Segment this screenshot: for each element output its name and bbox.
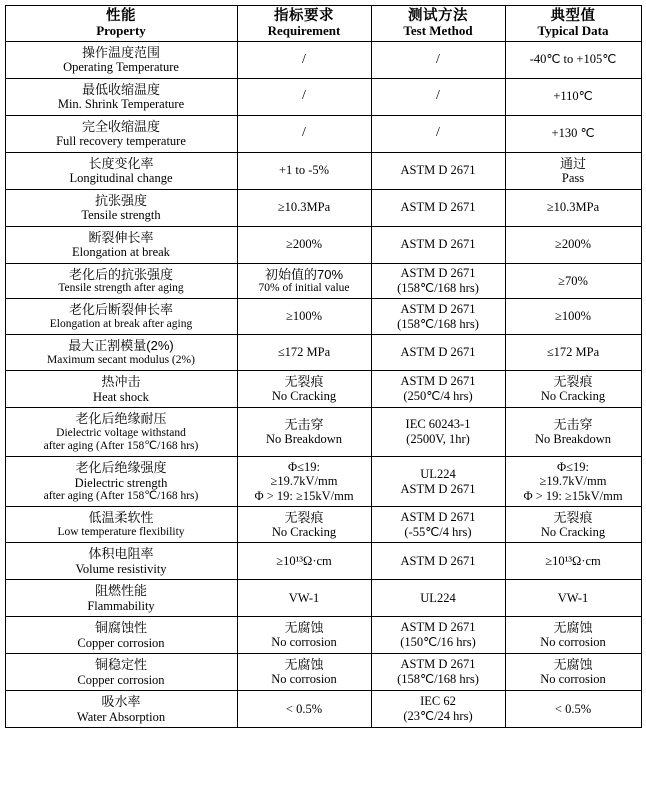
cell-requirement-line: ≥200%: [285, 237, 323, 252]
cell-requirement-cn: 初始值的70%: [264, 266, 344, 282]
cell-typical: [505, 543, 641, 580]
cell-method: [371, 115, 505, 152]
property-label-en: Longitudinal change: [69, 171, 173, 186]
cell-requirement: [237, 299, 371, 335]
cell-typical-line: -40℃ to +105℃: [529, 52, 617, 67]
cell-method-line: ASTM D 2671: [400, 620, 476, 635]
cell-method: [371, 152, 505, 189]
property-label-en: Copper corrosion: [77, 672, 165, 687]
cell-requirement-line: No Breakdown: [265, 432, 343, 447]
cell-typical: [505, 335, 641, 371]
header-requirement-cn: 指标要求: [274, 8, 334, 24]
cell-typical: [505, 690, 641, 727]
table-row: [5, 543, 641, 580]
cell-requirement: [237, 653, 371, 690]
cell-typical-line: ≤172 MPa: [546, 345, 600, 360]
table-row: [5, 78, 641, 115]
property-label-en: Min. Shrink Temperature: [57, 97, 185, 112]
cell-requirement-line: ≥100%: [285, 309, 323, 324]
cell-method-line: ASTM D 2671: [400, 200, 476, 215]
table-row: [5, 457, 641, 507]
cell-method: [371, 457, 505, 507]
cell-typical-line: No corrosion: [540, 635, 606, 650]
cell-requirement-cn: 无腐蚀: [284, 656, 324, 672]
cell-property: [5, 299, 237, 335]
property-label-cn: 铜稳定性: [94, 656, 147, 672]
cell-method-line: ASTM D 2671: [400, 237, 476, 252]
cell-requirement-line: +1 to -5%: [278, 163, 330, 178]
cell-property: [5, 543, 237, 580]
property-label-cn: 操作温度范围: [81, 44, 160, 60]
property-label-en: Heat shock: [93, 389, 149, 404]
property-label-en: Dielectric voltage withstand: [56, 426, 186, 439]
table-row: [5, 152, 641, 189]
cell-requirement-cn: 无裂痕: [284, 509, 324, 525]
cell-method-line: IEC 60243-1: [405, 417, 471, 432]
cell-requirement-line: VW-1: [288, 590, 320, 605]
cell-requirement: [237, 580, 371, 617]
property-label-cn: 完全收缩温度: [81, 118, 160, 134]
header-typical-en: Typical Data: [537, 23, 609, 39]
header-typical-cn: 典型值: [550, 8, 596, 24]
cell-requirement-line: /: [302, 88, 306, 104]
cell-requirement-line: ≥19.7kV/mm: [270, 474, 338, 489]
cell-property: [5, 115, 237, 152]
property-label-cn: 最低收缩温度: [81, 81, 160, 97]
header-method: [371, 6, 505, 42]
cell-typical-line: < 0.5%: [554, 701, 592, 716]
cell-property: [5, 78, 237, 115]
cell-requirement-cn: 无击穿: [284, 416, 324, 432]
cell-method-line: (23℃/24 hrs): [403, 708, 473, 723]
cell-method-line: ASTM D 2671: [400, 481, 476, 496]
cell-typical-line: Pass: [561, 170, 585, 185]
cell-method: [371, 299, 505, 335]
cell-requirement: [237, 152, 371, 189]
cell-method: [371, 653, 505, 690]
cell-typical-line: ≥10.3MPa: [546, 200, 600, 215]
cell-method-line: ASTM D 2671: [400, 553, 476, 568]
header-typical: [505, 6, 641, 42]
table-row: [5, 299, 641, 335]
property-label-cn: 老化后绝缘强度: [75, 460, 167, 476]
property-label-en: Tensile strength: [81, 208, 161, 223]
cell-requirement: [237, 78, 371, 115]
property-label-cn: 长度变化率: [88, 155, 154, 171]
cell-property: [5, 690, 237, 727]
cell-method-line: /: [436, 88, 440, 104]
cell-typical-line: No corrosion: [540, 672, 606, 687]
property-label-cn: 最大正割模量(2%): [68, 338, 174, 354]
property-label-cn: 热冲击: [101, 374, 141, 390]
property-label-cn: 阻燃性能: [94, 583, 147, 598]
cell-typical: [505, 226, 641, 263]
cell-property: [5, 616, 237, 653]
table-row: [5, 690, 641, 727]
cell-typical: [505, 263, 641, 299]
cell-requirement-line: ≤172 MPa: [277, 345, 331, 360]
cell-requirement-line: No Cracking: [271, 389, 337, 404]
property-label-en: Full recovery temperature: [56, 134, 186, 149]
property-label-en: Dielectric strength: [74, 475, 168, 490]
cell-typical-cn: 无裂痕: [553, 373, 593, 389]
cell-requirement: [237, 263, 371, 299]
cell-requirement: [237, 115, 371, 152]
cell-property: [5, 457, 237, 507]
header-requirement: [237, 6, 371, 42]
property-label-en: Elongation at break after aging: [49, 318, 193, 330]
cell-requirement: [237, 41, 371, 78]
cell-typical-cn: 通过: [559, 155, 586, 171]
cell-typical-line: ≥10¹³Ω·cm: [545, 553, 601, 568]
property-label-cn: 老化后绝缘耐压: [75, 411, 167, 426]
cell-typical-line: No Breakdown: [534, 432, 612, 447]
cell-method: [371, 543, 505, 580]
table-row: [5, 408, 641, 457]
cell-requirement: [237, 457, 371, 507]
table-row: [5, 189, 641, 226]
table-row: [5, 115, 641, 152]
cell-requirement: [237, 543, 371, 580]
header-row: [5, 6, 641, 42]
specification-table: [5, 5, 642, 728]
cell-requirement: [237, 408, 371, 457]
cell-property: [5, 371, 237, 408]
cell-method: [371, 371, 505, 408]
table-body: [5, 41, 641, 727]
cell-typical: [505, 507, 641, 543]
table-row: [5, 653, 641, 690]
cell-method: [371, 507, 505, 543]
cell-typical: [505, 616, 641, 653]
table-row: [5, 507, 641, 543]
cell-method: [371, 408, 505, 457]
cell-typical: [505, 653, 641, 690]
cell-typical-line: +110℃: [553, 89, 593, 104]
cell-method-line: (250℃/4 hrs): [403, 389, 473, 404]
table-header: [5, 6, 641, 42]
cell-typical: [505, 580, 641, 617]
header-property-cn: 性能: [106, 8, 136, 24]
property-label-en: Low temperature flexibility: [57, 525, 185, 538]
table-row: [5, 335, 641, 371]
property-label-cn: 低温柔软性: [88, 510, 154, 526]
cell-typical-line: VW-1: [557, 590, 589, 605]
cell-property: [5, 226, 237, 263]
cell-typical-cn: 无腐蚀: [553, 619, 593, 635]
cell-method-line: /: [436, 125, 440, 141]
cell-method: [371, 335, 505, 371]
cell-method-line: ASTM D 2671: [400, 345, 476, 360]
property-label-cn: 抗张强度: [94, 192, 147, 208]
cell-requirement-line: No corrosion: [271, 635, 337, 650]
cell-property: [5, 152, 237, 189]
cell-typical-line: +130 ℃: [551, 126, 595, 141]
cell-typical: [505, 189, 641, 226]
header-property-en: Property: [96, 23, 146, 39]
cell-method-line: ASTM D 2671: [400, 509, 476, 524]
table-row: [5, 371, 641, 408]
table-row: [5, 263, 641, 299]
cell-property: [5, 335, 237, 371]
cell-typical-cn: 无击穿: [553, 416, 593, 432]
cell-typical-cn: 无腐蚀: [553, 656, 593, 672]
cell-method-line: IEC 62: [420, 694, 456, 709]
header-method-en: Test Method: [403, 23, 473, 39]
cell-requirement-line: 70% of initial value: [258, 281, 350, 294]
cell-method-line: (2500V, 1hr): [406, 432, 470, 447]
cell-requirement-line: No corrosion: [271, 672, 337, 687]
cell-method: [371, 580, 505, 617]
cell-property: [5, 41, 237, 78]
cell-typical-cn: 无裂痕: [553, 509, 593, 525]
property-label-en: Maximum secant modulus (2%): [47, 353, 195, 366]
cell-typical-line: No Cracking: [540, 524, 606, 539]
cell-method-line: (-55℃/4 hrs): [404, 524, 472, 539]
cell-typical-line: ≥19.7kV/mm: [539, 474, 607, 489]
property-label-en: Flammability: [87, 598, 155, 613]
cell-requirement-line: Φ≤19:: [288, 459, 320, 474]
cell-property: [5, 507, 237, 543]
cell-method-line: UL224: [420, 590, 456, 605]
cell-requirement: [237, 371, 371, 408]
cell-method-line: ASTM D 2671: [400, 302, 476, 317]
cell-requirement: [237, 507, 371, 543]
cell-requirement-cn: 无腐蚀: [284, 619, 324, 635]
cell-typical: [505, 408, 641, 457]
property-label-en: Operating Temperature: [63, 60, 179, 75]
property-label-en: Elongation at break: [72, 245, 170, 260]
cell-typical-line: ≥100%: [554, 309, 592, 324]
table-row: [5, 41, 641, 78]
cell-requirement-line: No Cracking: [271, 524, 337, 539]
cell-method-line: UL224: [420, 466, 456, 481]
cell-typical: [505, 78, 641, 115]
cell-typical: [505, 457, 641, 507]
cell-method: [371, 226, 505, 263]
header-requirement-en: Requirement: [267, 23, 341, 39]
cell-method: [371, 690, 505, 727]
cell-requirement-line: /: [302, 125, 306, 141]
property-label-cn: 吸水率: [101, 693, 141, 709]
cell-requirement-line: < 0.5%: [285, 701, 323, 716]
cell-typical-line: No Cracking: [540, 389, 606, 404]
cell-requirement: [237, 189, 371, 226]
property-label-cn: 断裂伸长率: [88, 229, 154, 245]
cell-requirement-line: ≥10.3MPa: [277, 200, 331, 215]
cell-requirement: [237, 616, 371, 653]
cell-method: [371, 78, 505, 115]
property-label-cn: 体积电阻率: [88, 546, 154, 562]
property-label-cn: 老化后断裂伸长率: [68, 302, 173, 318]
cell-typical: [505, 152, 641, 189]
cell-typical: [505, 115, 641, 152]
property-label-en-2: after aging (After 158℃/168 hrs): [43, 490, 199, 502]
cell-method-line: (158℃/168 hrs): [397, 671, 479, 686]
cell-method-line: (158℃/168 hrs): [397, 316, 479, 331]
cell-property: [5, 189, 237, 226]
header-method-cn: 测试方法: [408, 8, 468, 24]
cell-requirement: [237, 690, 371, 727]
property-label-en: Tensile strength after aging: [58, 282, 184, 295]
cell-typical: [505, 41, 641, 78]
cell-method-line: ASTM D 2671: [400, 266, 476, 281]
cell-requirement: [237, 335, 371, 371]
cell-method-line: ASTM D 2671: [400, 657, 476, 672]
table-row: [5, 226, 641, 263]
cell-method-line: (158℃/168 hrs): [397, 281, 479, 295]
table-row: [5, 616, 641, 653]
cell-property: [5, 263, 237, 299]
header-property: [5, 6, 237, 42]
cell-method: [371, 41, 505, 78]
table-row: [5, 580, 641, 617]
cell-method-line: /: [436, 51, 440, 67]
cell-typical-line: ≥200%: [554, 237, 592, 252]
cell-typical-line: Φ≤19:: [557, 459, 589, 474]
property-label-en: Volume resistivity: [75, 561, 167, 576]
cell-property: [5, 580, 237, 617]
cell-typical-line: ≥70%: [558, 273, 588, 288]
cell-requirement-line: ≥10¹³Ω·cm: [276, 553, 332, 568]
property-label-en: Water Absorption: [76, 709, 166, 724]
cell-method: [371, 616, 505, 653]
property-label-en-2: after aging (After 158℃/168 hrs): [43, 439, 199, 452]
cell-typical: [505, 371, 641, 408]
cell-method-line: (150℃/16 hrs): [400, 634, 476, 649]
cell-property: [5, 653, 237, 690]
cell-requirement-line: /: [302, 51, 306, 67]
property-label-cn: 铜腐蚀性: [94, 619, 147, 635]
cell-method-line: ASTM D 2671: [400, 163, 476, 178]
cell-typical-line: Φ > 19: ≥15kV/mm: [523, 489, 623, 503]
cell-method: [371, 189, 505, 226]
property-label-en: Copper corrosion: [77, 635, 165, 650]
cell-method-line: ASTM D 2671: [400, 374, 476, 389]
cell-requirement-line: Φ > 19: ≥15kV/mm: [254, 489, 354, 503]
cell-requirement: [237, 226, 371, 263]
cell-method: [371, 263, 505, 299]
cell-property: [5, 408, 237, 457]
property-label-cn: 老化后的抗张强度: [68, 266, 173, 282]
cell-requirement-cn: 无裂痕: [284, 373, 324, 389]
cell-typical: [505, 299, 641, 335]
